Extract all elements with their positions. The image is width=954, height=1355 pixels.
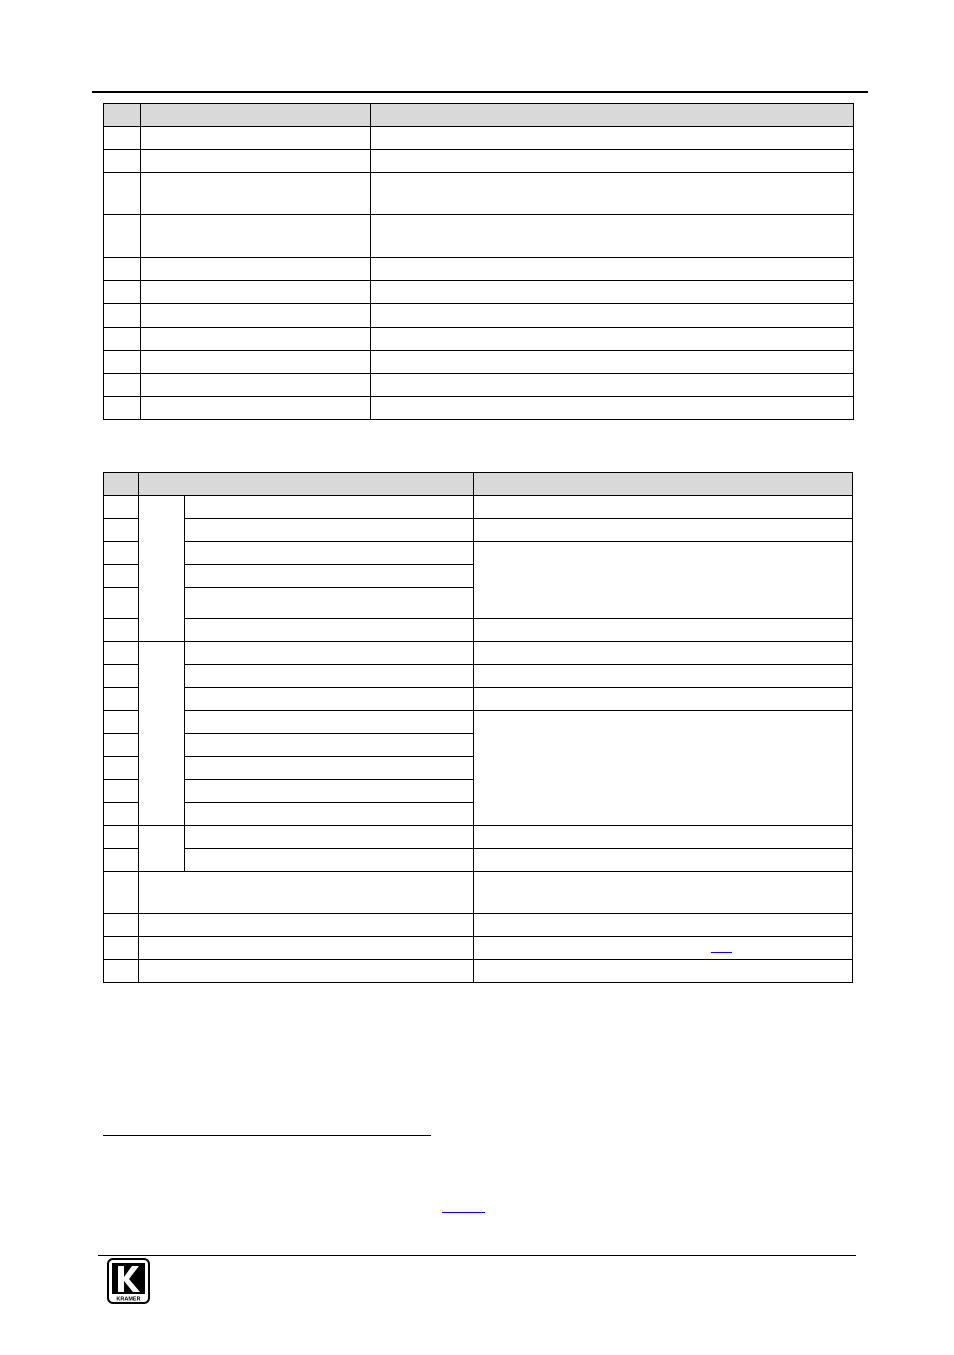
t1-cell — [104, 351, 141, 374]
t2-cell-feature — [139, 914, 474, 937]
t2-cell-num — [104, 496, 139, 519]
t1-cell — [371, 150, 854, 173]
table-row — [104, 496, 853, 519]
t1-header-function — [371, 104, 854, 127]
table-row — [104, 937, 853, 960]
footnote-separator — [103, 1135, 431, 1136]
t2-cell-feature — [185, 780, 474, 803]
t1-cell — [141, 150, 371, 173]
table-row — [104, 304, 854, 328]
t2-cell-num — [104, 849, 139, 872]
t2-cell-function — [474, 619, 853, 642]
t1-cell — [104, 215, 141, 258]
t2-cell-num — [104, 757, 139, 780]
t2-cell-num — [104, 826, 139, 849]
t2-cell-function — [474, 496, 853, 519]
t2-cell-num — [104, 619, 139, 642]
t2-cell-num — [104, 960, 139, 983]
header-rule — [92, 91, 868, 93]
table-row — [104, 215, 854, 258]
t2-cell-function — [474, 872, 853, 914]
t1-cell — [141, 281, 371, 304]
t1-cell — [371, 127, 854, 150]
t2-cell-num — [104, 542, 139, 565]
t1-cell — [104, 328, 141, 351]
t2-cell-num — [104, 665, 139, 688]
table-row — [104, 542, 853, 565]
t2-header-num — [104, 473, 139, 496]
cross-reference-link[interactable] — [711, 952, 732, 953]
t1-cell — [104, 127, 141, 150]
t1-cell — [141, 374, 371, 397]
t2-header-feature — [139, 473, 474, 496]
t1-cell — [371, 304, 854, 328]
t1-cell — [104, 374, 141, 397]
footer-rule — [98, 1255, 856, 1256]
t1-cell — [104, 258, 141, 281]
t1-header-num — [104, 104, 141, 127]
t2-cell-function — [474, 960, 853, 983]
kramer-logo — [107, 1258, 150, 1304]
table-row — [104, 173, 854, 215]
table-row — [104, 328, 854, 351]
t2-cell-num — [104, 803, 139, 826]
table-row — [104, 351, 854, 374]
t2-cell-num — [104, 565, 139, 588]
t2-cell-function — [474, 849, 853, 872]
table-row — [104, 914, 853, 937]
t1-cell — [371, 215, 854, 258]
t1-cell — [371, 173, 854, 215]
svg-text:KRAMER: KRAMER — [116, 1296, 141, 1303]
table-row — [104, 619, 853, 642]
t2-cell-num — [104, 734, 139, 757]
t2-cell-feature — [185, 734, 474, 757]
t1-cell — [371, 397, 854, 420]
t2-group-a — [139, 496, 185, 642]
t1-cell — [141, 127, 371, 150]
t1-cell — [104, 397, 141, 420]
t2-group-b — [139, 642, 185, 826]
t2-cell-feature — [139, 960, 474, 983]
t2-cell-feature — [185, 803, 474, 826]
t2-cell-feature — [185, 565, 474, 588]
t1-cell — [104, 281, 141, 304]
t1-cell — [371, 328, 854, 351]
t2-cell-num — [104, 519, 139, 542]
t2-cell-feature — [185, 688, 474, 711]
t2-cell-function — [474, 937, 853, 960]
t1-cell — [371, 374, 854, 397]
t2-cell-feature — [185, 542, 474, 565]
table-row — [104, 642, 853, 665]
t2-cell-num — [104, 711, 139, 734]
t2-cell-feature — [185, 711, 474, 734]
table-row — [104, 127, 854, 150]
table-row — [104, 281, 854, 304]
table-1-header-row — [104, 104, 854, 127]
footnote-link[interactable] — [442, 1212, 485, 1213]
t1-cell — [141, 328, 371, 351]
t1-cell — [371, 351, 854, 374]
table-row — [104, 397, 854, 420]
t1-cell — [104, 304, 141, 328]
table-row — [104, 150, 854, 173]
t2-cell-function — [474, 642, 853, 665]
t1-header-feature — [141, 104, 371, 127]
t1-cell — [141, 304, 371, 328]
t2-cell-feature — [139, 937, 474, 960]
t2-cell-function-merged — [474, 542, 853, 619]
t2-cell-feature — [185, 496, 474, 519]
t1-cell — [141, 258, 371, 281]
t1-cell — [104, 173, 141, 215]
t2-cell-feature — [185, 757, 474, 780]
t2-cell-function — [474, 519, 853, 542]
table-row — [104, 519, 853, 542]
t2-cell-num — [104, 688, 139, 711]
table-row — [104, 711, 853, 734]
t1-cell — [371, 258, 854, 281]
t1-cell — [141, 173, 371, 215]
table-row — [104, 374, 854, 397]
t1-cell — [141, 351, 371, 374]
table-row — [104, 960, 853, 983]
t2-cell-feature — [185, 588, 474, 619]
t2-cell-function — [474, 688, 853, 711]
table-row — [104, 826, 853, 849]
t2-cell-function-merged — [474, 711, 853, 826]
table-1 — [103, 103, 854, 420]
table-row — [104, 258, 854, 281]
t1-cell — [371, 281, 854, 304]
t2-header-function — [474, 473, 853, 496]
t2-cell-num — [104, 642, 139, 665]
t2-cell-num — [104, 872, 139, 914]
table-row — [104, 665, 853, 688]
t2-cell-feature — [185, 519, 474, 542]
table-row — [104, 849, 853, 872]
t2-cell-num — [104, 780, 139, 803]
t2-cell-num — [104, 914, 139, 937]
t2-cell-function — [474, 826, 853, 849]
table-row — [104, 872, 853, 914]
table-2-header-row — [104, 473, 853, 496]
t1-cell — [104, 150, 141, 173]
t1-cell — [141, 397, 371, 420]
table-2 — [103, 472, 853, 983]
t2-cell-feature — [185, 849, 474, 872]
t1-cell — [141, 215, 371, 258]
t2-cell-feature — [185, 642, 474, 665]
t2-cell-function — [474, 914, 853, 937]
table-row — [104, 688, 853, 711]
t2-cell-feature — [185, 619, 474, 642]
t2-cell-feature — [185, 826, 474, 849]
t2-group-c — [139, 826, 185, 872]
t2-cell-function — [474, 665, 853, 688]
t2-cell-feature — [185, 665, 474, 688]
t2-cell-num — [104, 588, 139, 619]
t2-cell-num — [104, 937, 139, 960]
t2-cell-feature — [139, 872, 474, 914]
